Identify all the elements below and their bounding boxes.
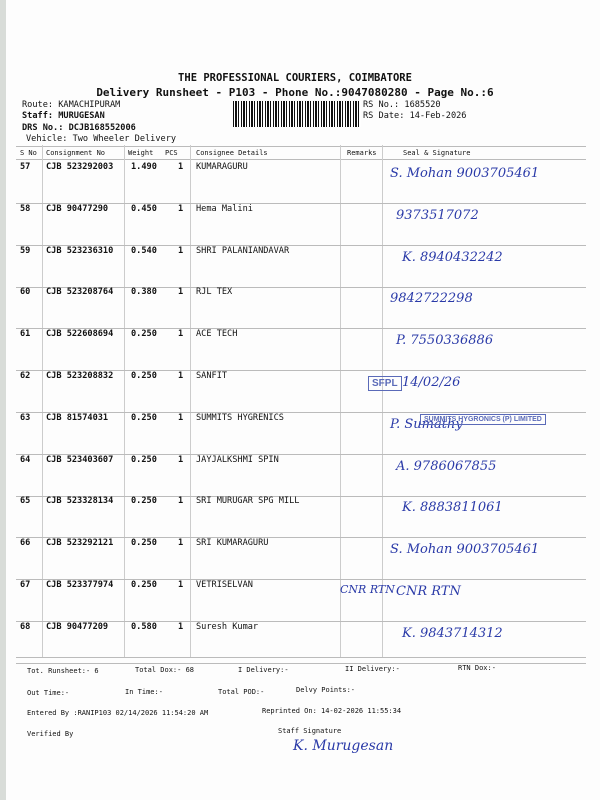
consignment-cell: CJB 90477290: [46, 203, 109, 214]
consignment-cell: CJB 523377974: [46, 580, 114, 590]
sno-cell: 59: [20, 245, 31, 256]
consignment-cell: CJB 523208832: [46, 371, 114, 381]
col-seal: Seal & Signature: [403, 149, 471, 157]
in-time: In Time:-: [125, 688, 163, 696]
weight-cell: 0.380: [131, 287, 157, 298]
consignee-cell: SRI MURUGAR SPG MILL: [196, 496, 300, 507]
table-row: [0, 287, 600, 329]
pcs-cell: 1: [178, 162, 184, 172]
pcs-cell: 1: [178, 329, 184, 340]
pcs-cell: 1: [178, 245, 184, 256]
staff-signature: K. Murugesan: [293, 738, 394, 754]
table-row: [0, 455, 600, 497]
consignee-cell: VETRISELVAN: [196, 580, 253, 590]
remarks-handwriting: CNR RTN: [340, 583, 395, 596]
table-row: [0, 496, 600, 538]
consignee-cell: RJL TEX: [196, 287, 233, 298]
sno-cell: 64: [20, 454, 31, 465]
sno-cell: 60: [20, 287, 31, 298]
consignment-cell: CJB 523292121: [46, 538, 114, 549]
rs-no: RS No.: 1685520: [363, 100, 441, 110]
ii-delivery: II Delivery:-: [345, 665, 400, 673]
row-divider: [16, 663, 586, 664]
weight-cell: 1.490: [131, 162, 157, 172]
handwritten-signature: CNR RTN: [396, 584, 461, 599]
handwritten-signature: K. 8940432242: [402, 249, 503, 265]
table-row: [0, 538, 600, 580]
handwritten-signature: 9842722298: [390, 291, 473, 307]
pcs-cell: 1: [178, 454, 184, 465]
consignee-cell: KUMARAGURU: [196, 162, 248, 172]
sfpl-stamp: SFPL: [368, 376, 402, 391]
table-row: [0, 246, 600, 288]
table-row: [0, 371, 600, 413]
table-row: [0, 580, 600, 622]
handwritten-signature: K. 8883811061: [402, 500, 503, 516]
sno-cell: 65: [20, 496, 31, 507]
sno-cell: 58: [20, 203, 31, 214]
consignee-cell: SHRI PALANIANDAVAR: [196, 245, 290, 256]
pcs-cell: 1: [178, 580, 184, 590]
col-consignment: Consignment No: [46, 149, 106, 157]
sno-cell: 62: [20, 371, 31, 381]
reprinted-on: Reprinted On: 14-02-2026 11:55:34: [262, 707, 402, 715]
sno-cell: 61: [20, 329, 31, 340]
weight-cell: 0.580: [131, 621, 157, 632]
col-remarks: Remarks: [347, 149, 377, 157]
consignment-cell: CJB 523328134: [46, 496, 114, 507]
weight-cell: 0.250: [131, 580, 157, 590]
vehicle: Vehicle: Two Wheeler Delivery: [26, 134, 177, 144]
weight-cell: 0.540: [131, 245, 157, 256]
handwritten-signature: A. 9786067855: [396, 458, 497, 474]
out-time: Out Time:-: [27, 689, 70, 697]
handwritten-signature: S. Mohan 9003705461: [390, 542, 540, 558]
entered-by: Entered By :RANIP103 02/14/2026 11:54:20 AM: [27, 709, 209, 717]
barcode: [233, 101, 361, 127]
consignment-cell: CJB 523236310: [46, 245, 114, 256]
pcs-cell: 1: [178, 371, 184, 381]
i-delivery: I Delivery:-: [238, 666, 289, 674]
consignee-cell: JAYJALKSHMI SPIN: [196, 454, 279, 465]
consignee-cell: SANFIT: [196, 371, 228, 381]
total-dox: Total Dox:- 68: [135, 666, 195, 674]
sno-cell: 68: [20, 621, 31, 632]
consignee-cell: ACE TECH: [196, 329, 238, 340]
weight-cell: 0.250: [131, 538, 157, 549]
weight-cell: 0.250: [131, 329, 157, 340]
total-pod: Total POD:-: [218, 688, 265, 696]
consignment-cell: CJB 523208764: [46, 287, 114, 298]
pcs-cell: 1: [178, 538, 184, 549]
col-pcs: PCS: [165, 149, 178, 157]
table-row: [0, 329, 600, 371]
consignee-cell: SRI KUMARAGURU: [196, 538, 269, 549]
handwritten-signature: P. Sumathy: [390, 416, 463, 432]
col-consignee: Consignee Details: [196, 149, 268, 157]
weight-cell: 0.250: [131, 454, 157, 465]
consignment-cell: CJB 90477209: [46, 621, 109, 632]
handwritten-signature: S. Mohan 9003705461: [390, 166, 540, 181]
staff: Staff: MURUGESAN: [22, 111, 105, 121]
sno-cell: 63: [20, 412, 31, 423]
sno-cell: 67: [20, 580, 31, 590]
tot-runsheet: Tot. Runsheet:- 6: [27, 667, 99, 675]
consignment-cell: CJB 522608694: [46, 329, 114, 340]
table-row: [0, 204, 600, 246]
weight-cell: 0.250: [131, 412, 157, 423]
delvy-points: Delvy Points:-: [296, 686, 356, 694]
pcs-cell: 1: [178, 621, 184, 632]
col-sno: S No: [20, 149, 37, 157]
pcs-cell: 1: [178, 287, 184, 298]
consignment-cell: CJB 523292003: [46, 162, 114, 172]
weight-cell: 0.250: [131, 371, 157, 381]
handwritten-signature: P. 7550336886: [396, 333, 494, 349]
weight-cell: 0.250: [131, 496, 157, 507]
summits-stamp: SUMMITS HYGRONICS (P) LIMITED: [420, 414, 546, 425]
table-row: [0, 162, 600, 204]
pcs-cell: 1: [178, 203, 184, 214]
runsheet-title: Delivery Runsheet - P103 - Phone No.:9047080280 - Page No.:6: [96, 86, 494, 99]
sno-cell: 57: [20, 162, 31, 172]
verified-by: Verified By: [27, 730, 74, 738]
drs-no: DRS No.: DCJB168552006: [22, 123, 136, 133]
consignee-cell: Hema Malini: [196, 203, 253, 214]
consignment-cell: CJB 523403607: [46, 454, 114, 465]
handwritten-signature: K. 9843714312: [402, 625, 503, 641]
consignee-cell: SUMMITS HYGRENICS: [196, 412, 284, 423]
weight-cell: 0.450: [131, 203, 157, 214]
route: Route: KAMACHIPURAM: [22, 100, 121, 110]
pcs-cell: 1: [178, 412, 184, 423]
staff-signature-label: Staff Signature: [278, 727, 342, 735]
handwritten-signature: 14/02/26: [402, 375, 461, 390]
consignee-cell: Suresh Kumar: [196, 621, 259, 632]
sno-cell: 66: [20, 538, 31, 549]
rtn-dox: RTN Dox:-: [458, 664, 496, 672]
rs-date: RS Date: 14-Feb-2026: [363, 111, 467, 121]
pcs-cell: 1: [178, 496, 184, 507]
company-title: THE PROFESSIONAL COURIERS, COIMBATORE: [178, 72, 412, 84]
handwritten-signature: 9373517072: [396, 207, 479, 223]
consignment-cell: CJB 81574031: [46, 412, 109, 423]
col-weight: Weight: [128, 149, 154, 157]
